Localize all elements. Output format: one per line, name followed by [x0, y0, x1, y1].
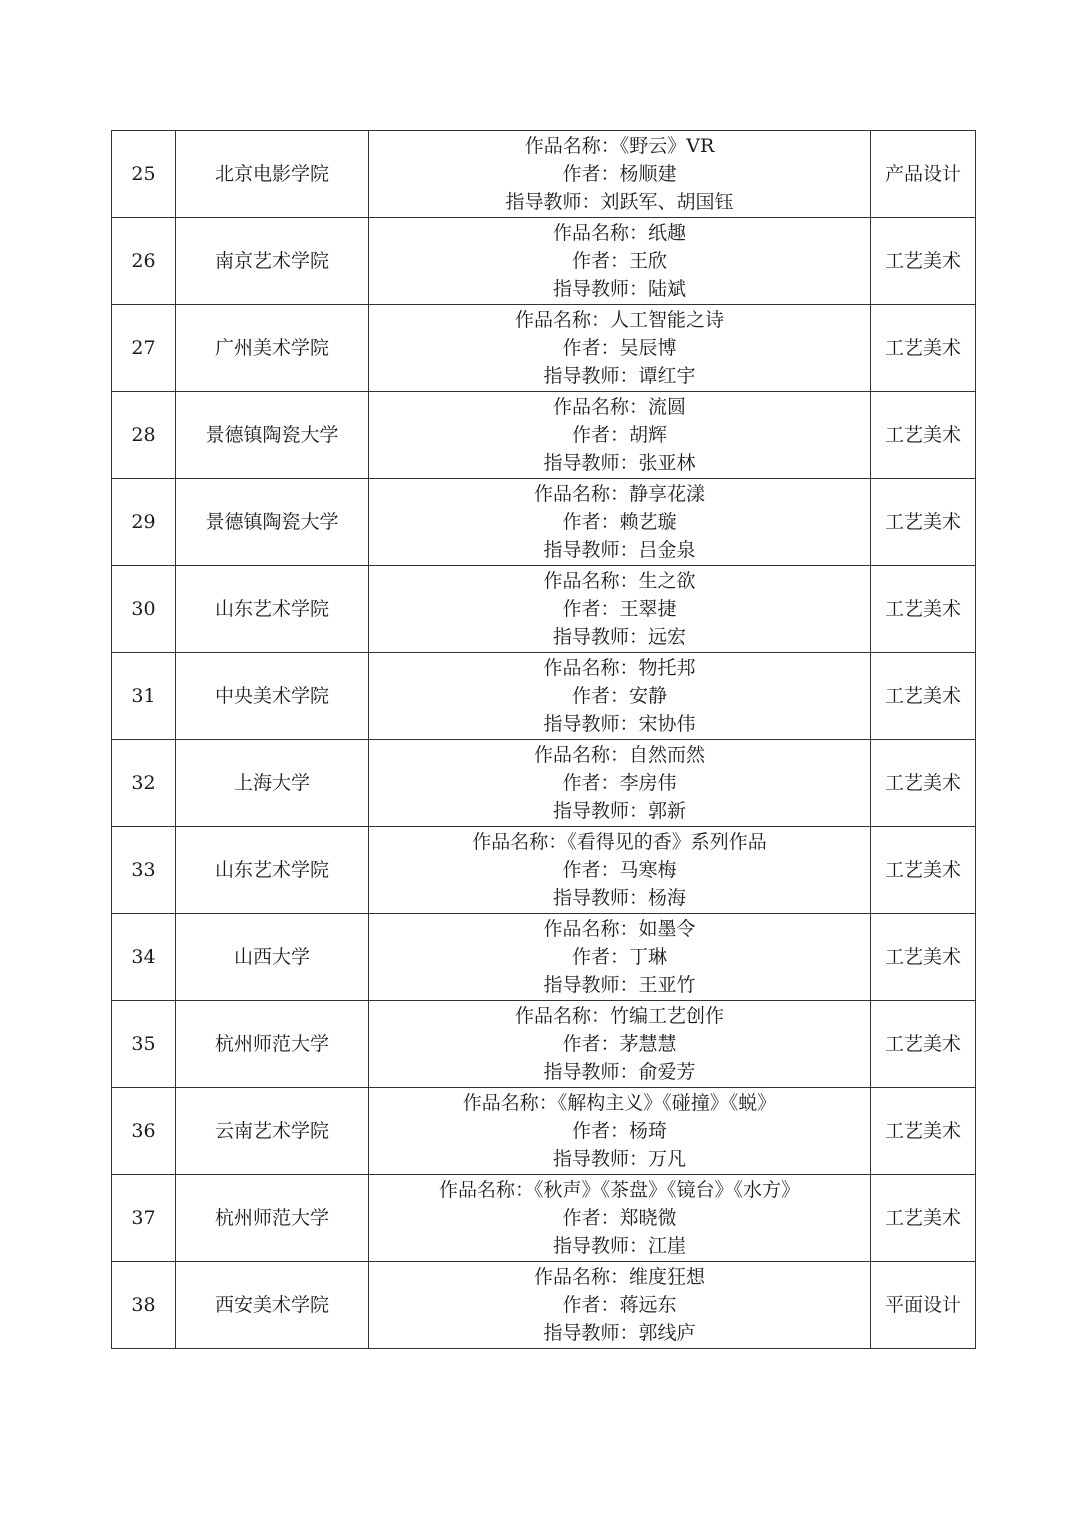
table-row [112, 479, 976, 566]
work-name-line-label: 作品名称： [438, 1179, 534, 1201]
work-name-line [369, 219, 870, 247]
school-cell: 景德镇陶瓷大学 [176, 479, 369, 566]
work-name-line-value: 自然而然 [629, 744, 706, 766]
author-line-label: 作者： [562, 772, 620, 794]
category-cell: 工艺美术 [871, 305, 976, 392]
table-row [112, 1001, 976, 1088]
advisor-line [369, 1232, 870, 1260]
award-table [111, 130, 976, 1349]
advisor-line-value: 张亚林 [638, 452, 696, 474]
row-number-cell: 37 [112, 1175, 176, 1262]
table-body [112, 131, 976, 1349]
advisor-line [369, 1319, 870, 1347]
advisor-line-label: 指导教师： [543, 539, 639, 561]
row-number-cell: 26 [112, 218, 176, 305]
advisor-line [369, 884, 870, 912]
school-cell: 景德镇陶瓷大学 [176, 392, 369, 479]
advisor-line-label: 指导教师： [543, 1322, 639, 1344]
row-number-cell: 28 [112, 392, 176, 479]
advisor-line [369, 797, 870, 825]
author-line-value: 王翠捷 [619, 598, 677, 620]
row-number-cell: 33 [112, 827, 176, 914]
school-cell: 云南艺术学院 [176, 1088, 369, 1175]
advisor-line [369, 449, 870, 477]
advisor-line-value: 郭线庐 [638, 1322, 696, 1344]
work-name-line-label: 作品名称： [533, 483, 629, 505]
table-row [112, 827, 976, 914]
work-info-cell [369, 479, 871, 566]
author-line [369, 856, 870, 884]
author-line [369, 508, 870, 536]
advisor-line [369, 710, 870, 738]
advisor-line-value: 郭新 [648, 800, 687, 822]
author-line-label: 作者： [562, 859, 620, 881]
work-info-cell [369, 1001, 871, 1088]
school-cell: 杭州师范大学 [176, 1175, 369, 1262]
author-line-value: 杨顺建 [619, 163, 677, 185]
work-name-line-label: 作品名称： [543, 657, 639, 679]
row-number-cell: 35 [112, 1001, 176, 1088]
work-name-line-label: 作品名称： [472, 831, 568, 853]
advisor-line-value: 刘跃军、胡国钰 [600, 191, 734, 213]
work-name-line [369, 132, 870, 160]
author-line-label: 作者： [562, 1294, 620, 1316]
advisor-line-value: 江崖 [648, 1235, 687, 1257]
category-cell: 工艺美术 [871, 740, 976, 827]
author-line-value: 安静 [629, 685, 668, 707]
author-line-value: 郑晓微 [619, 1207, 677, 1229]
author-line-label: 作者： [571, 424, 629, 446]
category-cell: 工艺美术 [871, 653, 976, 740]
work-name-line [369, 480, 870, 508]
row-number-cell: 34 [112, 914, 176, 1001]
author-line-value: 李房伟 [619, 772, 677, 794]
work-info-cell [369, 392, 871, 479]
work-name-line [369, 741, 870, 769]
work-name-line-value: 静享花漾 [629, 483, 706, 505]
advisor-line-label: 指导教师： [543, 1061, 639, 1083]
advisor-line-label: 指导教师： [552, 1235, 648, 1257]
work-name-line-value: 流圆 [648, 396, 687, 418]
author-line [369, 682, 870, 710]
school-cell: 北京电影学院 [176, 131, 369, 218]
advisor-line-label: 指导教师： [505, 191, 601, 213]
work-info-cell [369, 566, 871, 653]
advisor-line-value: 谭红宇 [638, 365, 696, 387]
school-cell: 山西大学 [176, 914, 369, 1001]
advisor-line-value: 陆斌 [648, 278, 687, 300]
advisor-line-label: 指导教师： [552, 887, 648, 909]
work-name-line-label: 作品名称： [552, 396, 648, 418]
table-row [112, 566, 976, 653]
work-info-cell [369, 1088, 871, 1175]
category-cell: 工艺美术 [871, 218, 976, 305]
work-info-cell [369, 914, 871, 1001]
table-row [112, 740, 976, 827]
author-line-value: 茅慧慧 [619, 1033, 677, 1055]
category-cell: 工艺美术 [871, 1175, 976, 1262]
author-line-label: 作者： [562, 163, 620, 185]
school-cell: 西安美术学院 [176, 1262, 369, 1349]
category-cell: 工艺美术 [871, 1088, 976, 1175]
table-row [112, 305, 976, 392]
work-info-cell [369, 740, 871, 827]
advisor-line-label: 指导教师： [552, 800, 648, 822]
category-cell: 工艺美术 [871, 479, 976, 566]
work-name-line [369, 828, 870, 856]
row-number-cell: 32 [112, 740, 176, 827]
work-name-line-label: 作品名称： [514, 309, 610, 331]
work-name-line-label: 作品名称： [514, 1005, 610, 1027]
work-name-line-value: 生之欲 [638, 570, 696, 592]
work-name-line-value: 《看得见的香》系列作品 [567, 831, 767, 853]
advisor-line [369, 188, 870, 216]
author-line-value: 杨琦 [629, 1120, 668, 1142]
author-line [369, 247, 870, 275]
school-cell: 杭州师范大学 [176, 1001, 369, 1088]
work-info-cell [369, 218, 871, 305]
work-info-cell [369, 1262, 871, 1349]
work-name-line [369, 1176, 870, 1204]
work-name-line [369, 915, 870, 943]
advisor-line-value: 王亚竹 [638, 974, 696, 996]
row-number-cell: 27 [112, 305, 176, 392]
advisor-line-label: 指导教师： [543, 713, 639, 735]
category-cell: 工艺美术 [871, 914, 976, 1001]
author-line-label: 作者： [562, 598, 620, 620]
advisor-line-label: 指导教师： [552, 1148, 648, 1170]
author-line [369, 595, 870, 623]
table-row [112, 218, 976, 305]
author-line [369, 160, 870, 188]
advisor-line [369, 536, 870, 564]
work-info-cell [369, 653, 871, 740]
advisor-line [369, 362, 870, 390]
author-line [369, 421, 870, 449]
table-row [112, 1262, 976, 1349]
advisor-line-value: 万凡 [648, 1148, 687, 1170]
work-info-cell [369, 827, 871, 914]
category-cell: 工艺美术 [871, 392, 976, 479]
school-cell: 中央美术学院 [176, 653, 369, 740]
author-line [369, 334, 870, 362]
work-name-line-label: 作品名称： [533, 1266, 629, 1288]
row-number-cell: 30 [112, 566, 176, 653]
school-cell: 上海大学 [176, 740, 369, 827]
author-line-value: 赖艺璇 [619, 511, 677, 533]
table-row [112, 1175, 976, 1262]
work-name-line-label: 作品名称： [533, 744, 629, 766]
row-number-cell: 29 [112, 479, 176, 566]
advisor-line-label: 指导教师： [543, 452, 639, 474]
author-line-value: 吴辰博 [619, 337, 677, 359]
work-name-line-value: 维度狂想 [629, 1266, 706, 1288]
author-line [369, 1117, 870, 1145]
table-row [112, 392, 976, 479]
work-name-line [369, 1089, 870, 1117]
work-info-cell [369, 1175, 871, 1262]
work-name-line-label: 作品名称： [552, 222, 648, 244]
work-name-line [369, 1263, 870, 1291]
category-cell: 产品设计 [871, 131, 976, 218]
author-line-label: 作者： [562, 1207, 620, 1229]
row-number-cell: 25 [112, 131, 176, 218]
advisor-line-value: 宋协伟 [638, 713, 696, 735]
row-number-cell: 31 [112, 653, 176, 740]
advisor-line-label: 指导教师： [552, 278, 648, 300]
work-info-cell [369, 131, 871, 218]
author-line-label: 作者： [571, 685, 629, 707]
author-line-label: 作者： [562, 511, 620, 533]
school-cell: 南京艺术学院 [176, 218, 369, 305]
author-line-label: 作者： [571, 946, 629, 968]
author-line-label: 作者： [562, 337, 620, 359]
work-name-line [369, 567, 870, 595]
advisor-line-value: 吕金泉 [638, 539, 696, 561]
work-name-line-value: 竹编工艺创作 [610, 1005, 725, 1027]
author-line-label: 作者： [562, 1033, 620, 1055]
row-number-cell: 38 [112, 1262, 176, 1349]
work-name-line-value: 人工智能之诗 [610, 309, 725, 331]
work-name-line-label: 作品名称： [543, 918, 639, 940]
author-line-value: 马寒梅 [619, 859, 677, 881]
author-line-value: 王欣 [629, 250, 668, 272]
category-cell: 工艺美术 [871, 566, 976, 653]
author-line [369, 1291, 870, 1319]
advisor-line [369, 275, 870, 303]
author-line-label: 作者： [571, 250, 629, 272]
author-line [369, 1204, 870, 1232]
table-row [112, 914, 976, 1001]
table-row [112, 653, 976, 740]
advisor-line [369, 623, 870, 651]
author-line-value: 胡辉 [629, 424, 668, 446]
table-row [112, 131, 976, 218]
work-name-line [369, 306, 870, 334]
author-line [369, 769, 870, 797]
category-cell: 平面设计 [871, 1262, 976, 1349]
advisor-line [369, 971, 870, 999]
author-line-value: 蒋远东 [619, 1294, 677, 1316]
category-cell: 工艺美术 [871, 827, 976, 914]
advisor-line [369, 1145, 870, 1173]
work-name-line-value: 《野云》VR [619, 135, 715, 157]
table-row [112, 1088, 976, 1175]
advisor-line [369, 1058, 870, 1086]
work-name-line [369, 1002, 870, 1030]
work-name-line-label: 作品名称： [524, 135, 620, 157]
advisor-line-value: 杨海 [648, 887, 687, 909]
school-cell: 山东艺术学院 [176, 827, 369, 914]
work-info-cell [369, 305, 871, 392]
advisor-line-value: 俞爱芳 [638, 1061, 696, 1083]
work-name-line-value: 《解构主义》《碰撞》《蜕》 [557, 1092, 777, 1114]
author-line-label: 作者： [571, 1120, 629, 1142]
advisor-line-value: 远宏 [648, 626, 687, 648]
school-cell: 广州美术学院 [176, 305, 369, 392]
author-line [369, 1030, 870, 1058]
work-name-line-value: 《秋声》《茶盘》《镜台》《水方》 [534, 1179, 801, 1201]
advisor-line-label: 指导教师： [543, 974, 639, 996]
work-name-line-label: 作品名称： [543, 570, 639, 592]
work-name-line-label: 作品名称： [462, 1092, 558, 1114]
school-cell: 山东艺术学院 [176, 566, 369, 653]
advisor-line-label: 指导教师： [543, 365, 639, 387]
author-line [369, 943, 870, 971]
row-number-cell: 36 [112, 1088, 176, 1175]
category-cell: 工艺美术 [871, 1001, 976, 1088]
work-name-line-value: 物托邦 [638, 657, 696, 679]
author-line-value: 丁琳 [629, 946, 668, 968]
advisor-line-label: 指导教师： [552, 626, 648, 648]
work-name-line [369, 393, 870, 421]
work-name-line [369, 654, 870, 682]
work-name-line-value: 如墨令 [638, 918, 696, 940]
work-name-line-value: 纸趣 [648, 222, 687, 244]
